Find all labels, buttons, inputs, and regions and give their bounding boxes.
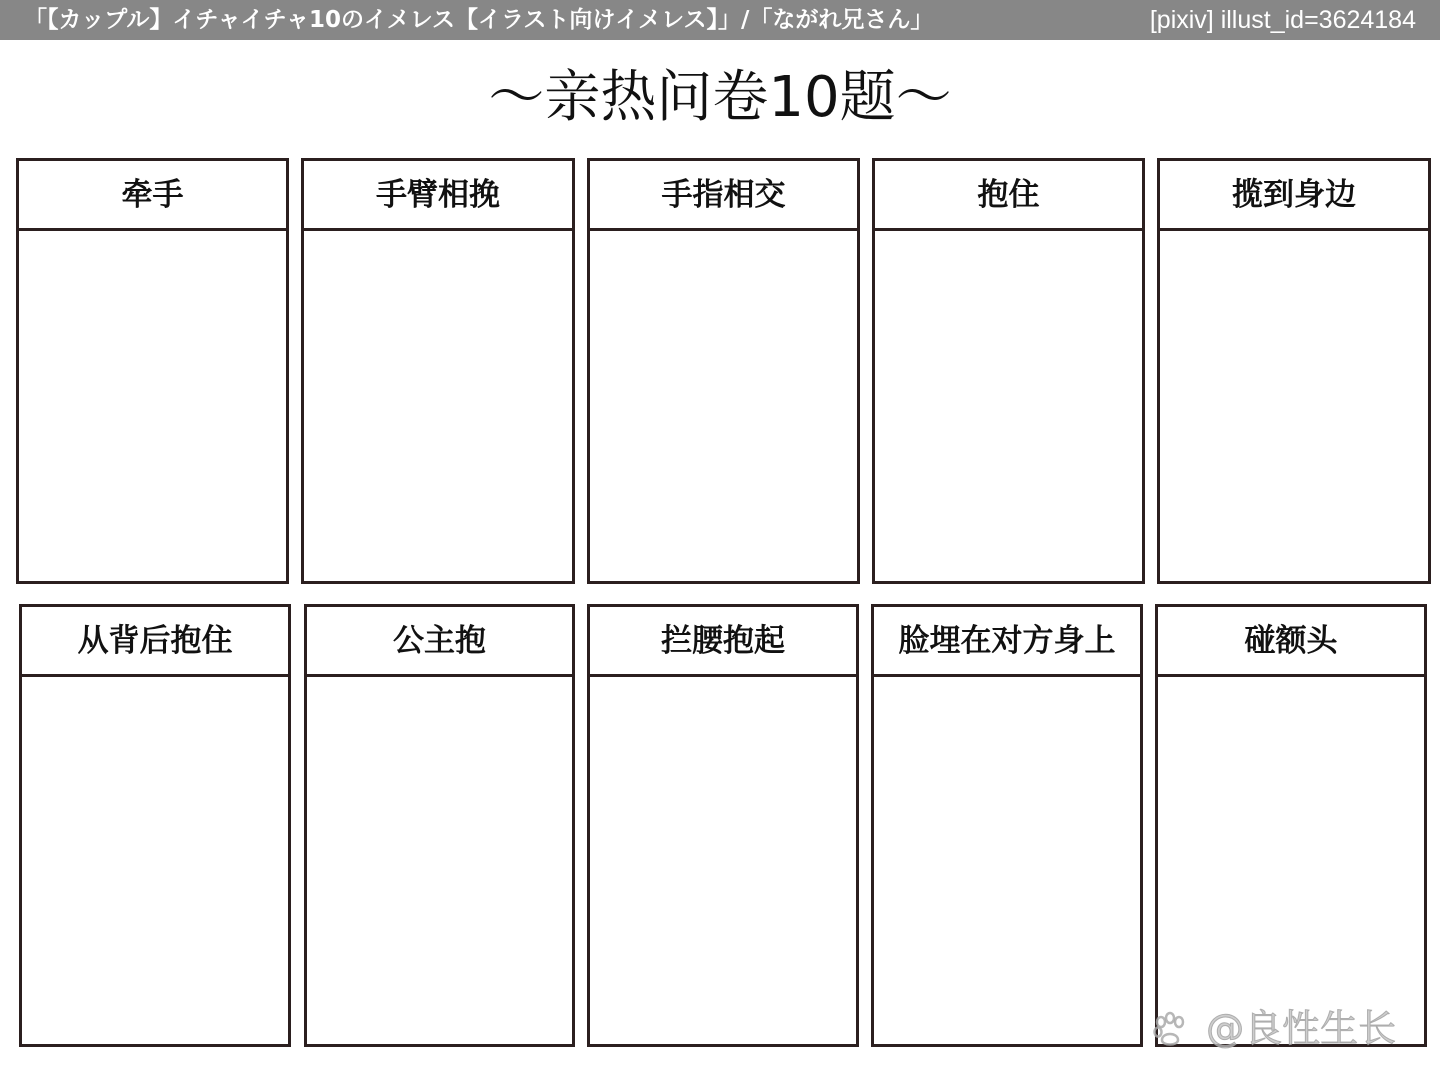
panel-label: 碰额头 [1158, 607, 1424, 677]
watermark [1150, 998, 1420, 1058]
source-title: 「【カップル】イチャイチャ10のイメレス【イラスト向けイメレス】」/「ながれ兄さん」 [24, 7, 934, 33]
panel-drawing-area [590, 677, 856, 1044]
paw-icon [1150, 1009, 1190, 1049]
panel-label: 公主抱 [307, 607, 572, 677]
panel-hug [872, 158, 1145, 584]
panel-label: 脸埋在对方身上 [874, 607, 1140, 677]
panel-drawing-area [1158, 677, 1424, 1044]
panel-drawing-area [590, 231, 857, 581]
source-bar [0, 0, 1440, 40]
panel-label: 牵手 [19, 161, 286, 231]
panel-forehead-touch [1155, 604, 1427, 1047]
panel-arm-in-arm [301, 158, 575, 584]
panel-interlaced-fingers [587, 158, 860, 584]
illust-id: [pixiv] illust_id=3624184 [1149, 6, 1416, 34]
panel-drawing-area [875, 231, 1142, 581]
page-title: ～亲热问卷10题～ [488, 65, 952, 130]
panel-hold-hands [16, 158, 289, 584]
panel-label: 手臂相挽 [304, 161, 572, 231]
panel-label: 抱住 [875, 161, 1142, 231]
panel-drawing-area [874, 677, 1140, 1044]
panel-drawing-area [304, 231, 572, 581]
panel-drawing-area [22, 677, 288, 1044]
panel-drawing-area [1160, 231, 1428, 581]
panel-waist-lift [587, 604, 859, 1047]
panel-label: 揽到身边 [1160, 161, 1428, 231]
panel-label: 拦腰抱起 [590, 607, 856, 677]
panel-back-hug [19, 604, 291, 1047]
panel-princess-carry [304, 604, 575, 1047]
panel-face-buried [871, 604, 1143, 1047]
panel-label: 从背后抱住 [22, 607, 288, 677]
panel-drawing-area [19, 231, 286, 581]
watermark-text: @良性生长 [1206, 1006, 1397, 1051]
panel-drawing-area [307, 677, 572, 1044]
panel-pull-close [1157, 158, 1431, 584]
panel-label: 手指相交 [590, 161, 857, 231]
